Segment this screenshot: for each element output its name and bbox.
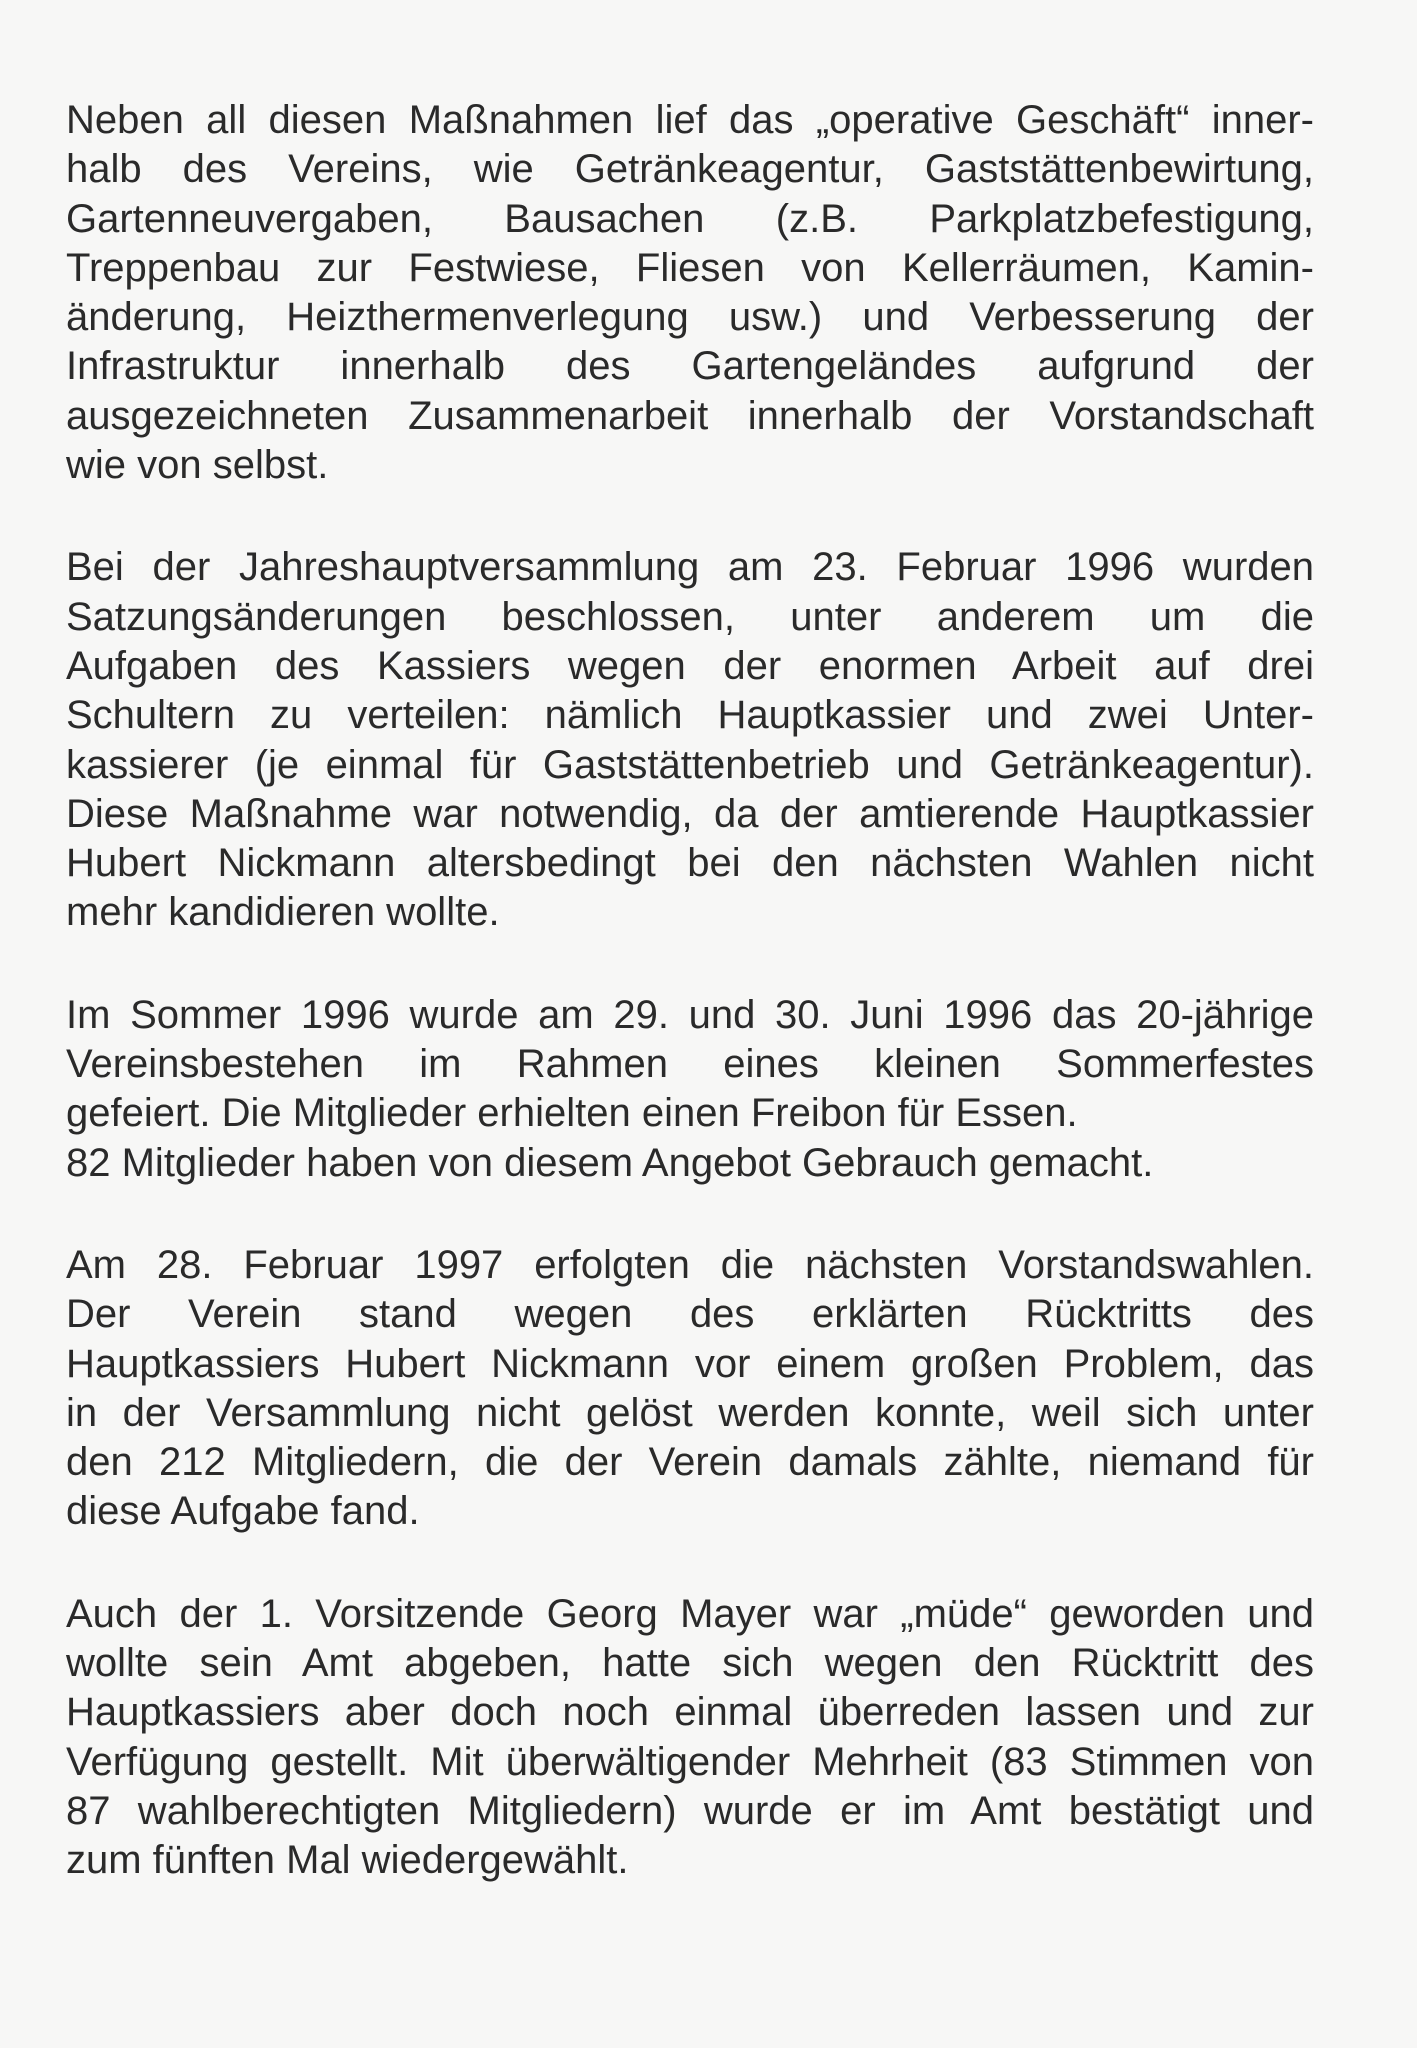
text-line: mehr kandidieren wollte. — [66, 890, 500, 935]
text-line: Vereinsbestehen im Rahmen eines kleinen Sommerfestes — [66, 1042, 1314, 1087]
paragraph-operative-business — [66, 96, 1314, 490]
document-body — [66, 96, 1314, 1939]
paragraph-summer-festival-1996 — [66, 991, 1314, 1188]
text-line: Schultern zu verteilen: nämlich Hauptkassier und zwei Unter- — [66, 693, 1314, 738]
text-line: Gartenneuvergaben, Bausachen (z.B. Parkplatzbefestigung, — [66, 196, 1314, 241]
text-line: Infrastruktur innerhalb des Gartengeländes aufgrund der — [66, 344, 1314, 389]
text-line: wie von selbst. — [66, 443, 329, 488]
text-line: diese Aufgabe fand. — [66, 1489, 420, 1534]
paragraph-chairman-reelection — [66, 1590, 1314, 1886]
text-line: Neben all diesen Maßnahmen lief das „operative Geschäft“ inner- — [66, 98, 1314, 142]
text-line: änderung, Heizthermenverlegung usw.) und Verbesserung der — [66, 295, 1314, 340]
text-line: in der Versammlung nicht gelöst werden konnte, weil sich unter — [66, 1390, 1314, 1435]
text-line: 82 Mitglieder haben von diesem Angebot Gebrauch gemacht. — [66, 1140, 1154, 1185]
text-line: ausgezeichneten Zusammenarbeit innerhalb der Vorstandschaft — [66, 393, 1314, 438]
paragraph-board-elections-1997 — [66, 1241, 1314, 1537]
text-line: den 212 Mitgliedern, die der Verein damals zählte, niemand für — [66, 1440, 1314, 1485]
text-line: Treppenbau zur Festwiese, Fliesen von Kellerräumen, Kamin- — [66, 245, 1314, 290]
text-line: Hauptkassiers aber doch noch einmal überreden lassen und zur — [66, 1690, 1314, 1735]
paragraph-annual-meeting-1996 — [66, 543, 1314, 937]
text-line: Der Verein stand wegen des erklärten Rücktritts des — [66, 1292, 1314, 1337]
text-line: Hubert Nickmann altersbedingt bei den nächsten Wahlen nicht — [66, 841, 1314, 886]
text-line: Am 28. Februar 1997 erfolgten die nächsten Vorstandswahlen. — [66, 1242, 1314, 1287]
text-line: Diese Maßnahme war notwendig, da der amtierende Hauptkassier — [66, 791, 1314, 836]
text-line: Auch der 1. Vorsitzende Georg Mayer war „müde“ geworden und — [66, 1591, 1314, 1636]
text-line: wollte sein Amt abgeben, hatte sich wegen den Rücktritt des — [66, 1641, 1314, 1686]
text-line: 87 wahlberechtigten Mitgliedern) wurde er im Amt bestätigt und — [66, 1788, 1314, 1833]
text-line: Im Sommer 1996 wurde am 29. und 30. Juni 1996 das 20-jährige — [66, 992, 1314, 1037]
text-line: Verfügung gestellt. Mit überwältigender Mehrheit (83 Stimmen von — [66, 1739, 1314, 1784]
text-line: halb des Vereins, wie Getränkeagentur, Gaststättenbewirtung, — [66, 147, 1314, 192]
text-line: zum fünften Mal wiedergewählt. — [66, 1838, 629, 1883]
text-line: Hauptkassiers Hubert Nickmann vor einem großen Problem, das — [66, 1341, 1314, 1386]
text-line: Bei der Jahreshauptversammlung am 23. Februar 1996 wurden — [66, 545, 1314, 590]
text-line: Aufgaben des Kassiers wegen der enormen Arbeit auf drei — [66, 643, 1314, 688]
text-line: kassierer (je einmal für Gaststättenbetrieb und Getränkeagentur). — [66, 742, 1314, 787]
text-line: gefeiert. Die Mitglieder erhielten einen Freibon für Essen. — [66, 1091, 1078, 1136]
text-line: Satzungsänderungen beschlossen, unter anderem um die — [66, 594, 1314, 639]
